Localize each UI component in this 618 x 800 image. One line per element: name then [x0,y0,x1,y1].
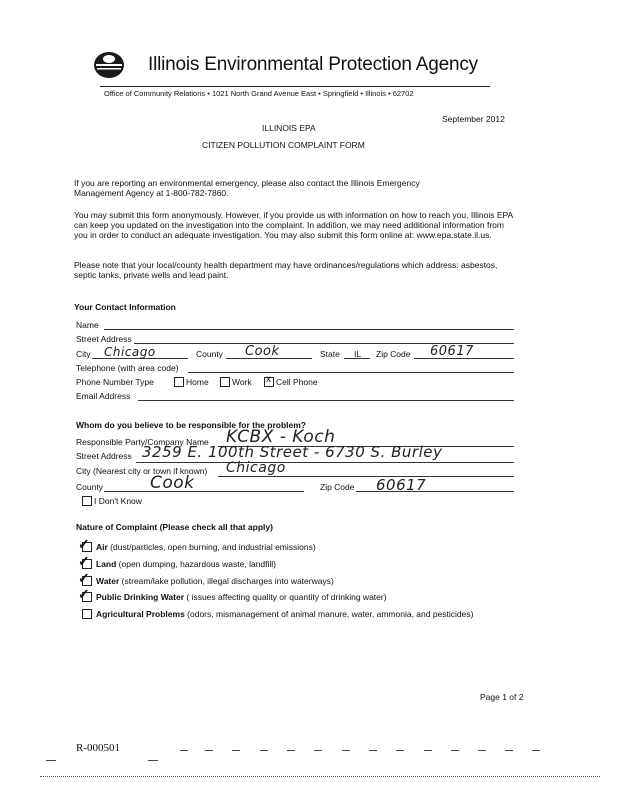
bates-number: R-000501 [76,742,120,754]
resp-city-value[interactable]: Chicago [226,460,286,476]
resp-zip-value[interactable]: 60617 [376,476,427,494]
nature-item-description: (dust/particles, open burning, and industrial emissions) [107,542,316,552]
check-mark-icon: ✓ [78,553,90,569]
nature-item-label [96,592,387,602]
name-field[interactable] [104,329,514,330]
phone-type-label: Phone Number Type [76,377,154,387]
nature-checkbox[interactable] [82,609,92,619]
resp-county-label: County [76,482,103,492]
emergency-paragraph: If you are reporting an environmental emergency, please also contact the Illinois Emergency Management Agency at 1-800-782-7860. [74,178,420,198]
county-value[interactable]: Cook [245,344,280,359]
city-value[interactable]: Chicago [104,345,156,359]
zip-value[interactable]: 60617 [430,344,474,359]
home-checkbox[interactable] [174,377,184,387]
nature-item-description: (odors, mismanagement of animal manure, water, ammonia, and pesticides) [184,609,474,619]
dont-know-label: I Don't Know [94,496,142,506]
email-field[interactable] [138,400,514,401]
nature-item-category: Water [96,576,120,586]
resp-street-label: Street Address [76,451,132,461]
nature-item[interactable] [76,536,536,553]
nature-heading: Nature of Complaint (Please check all that apply) [76,522,273,532]
form-title-2: CITIZEN POLLUTION COMPLAINT FORM [202,140,365,150]
nature-item-label [96,559,276,569]
anonymous-paragraph: You may submit this form anonymously. However, if you provide us with information on how to reach you, Illinois EPA can keep you updated on the investigation into the complaint. In addition, we may need additional information from you in order to conduct an adequate investigation. You may also submit this form online at: www.epa.state.il.us. [74,210,513,240]
work-label: Work [232,377,252,387]
nature-item-description: ( issues affecting quality or quantity of drinking water) [184,592,387,602]
dont-know-checkbox[interactable] [82,496,92,506]
page-number: Page 1 of 2 [480,692,524,702]
cell-check-mark: x [266,374,271,385]
party-value[interactable]: KCBX - Koch [226,427,336,447]
nature-item-category: Land [96,559,117,569]
nature-item-category: Public Drinking Water [96,592,185,602]
resp-street-value[interactable]: 3259 E. 100th Street - 6730 S. Burley [142,443,443,461]
agency-address: Office of Community Relations • 1021 North Grand Avenue East • Springfield • Illinois • 62702 [104,89,414,98]
email-label: Email Address [76,391,131,401]
nature-item-category: Agricultural Problems [96,609,185,619]
nature-item-description: (stream/lake pollution, illegal discharges into waterways) [119,576,334,586]
resp-zip-label: Zip Code [320,482,355,492]
nature-item-description: (open dumping, hazardous waste, landfill) [116,559,277,569]
county-label: County [196,349,223,359]
check-mark-icon: ✓ [78,570,90,586]
nature-item-label [96,609,473,619]
nature-item-label [96,576,334,586]
nature-item-label [96,542,316,552]
check-mark-icon: ✓ [78,586,90,602]
contact-heading: Your Contact Information [74,302,176,312]
state-label: State [320,349,340,359]
nature-item[interactable] [76,570,536,587]
form-date: September 2012 [442,114,505,124]
city-label: City [76,349,91,359]
form-title-1: ILLINOIS EPA [262,123,316,133]
nature-item[interactable] [76,608,536,620]
health-dept-paragraph: Please note that your local/county health department may have ordinances/regulations which address: asbestos, septic tanks, private wells and lead paint. [74,260,498,280]
bottom-rule [40,776,600,777]
phone-field[interactable] [188,372,514,373]
home-label: Home [186,377,209,387]
nature-item[interactable] [76,586,536,603]
nature-item[interactable] [76,553,536,570]
phone-label: Telephone (with area code) [76,363,179,373]
party-label: Responsible Party/Company Name [76,437,209,447]
zip-label: Zip Code [376,349,411,359]
resp-city-label: City (Nearest city or town if known) [76,466,208,476]
illinois-epa-logo [92,50,126,80]
name-label: Name [76,320,99,330]
check-mark-icon: ✓ [78,536,90,552]
cell-label: Cell Phone [276,377,318,387]
responsible-heading: Whom do you believe to be responsible for the problem? [76,420,306,430]
agency-title: Illinois Environmental Protection Agency [148,54,478,75]
resp-county-value[interactable]: Cook [150,473,195,493]
street-label: Street Address [76,334,132,344]
work-checkbox[interactable] [220,377,230,387]
nature-item-category: Air [96,542,108,552]
state-value[interactable]: IL [354,349,362,359]
